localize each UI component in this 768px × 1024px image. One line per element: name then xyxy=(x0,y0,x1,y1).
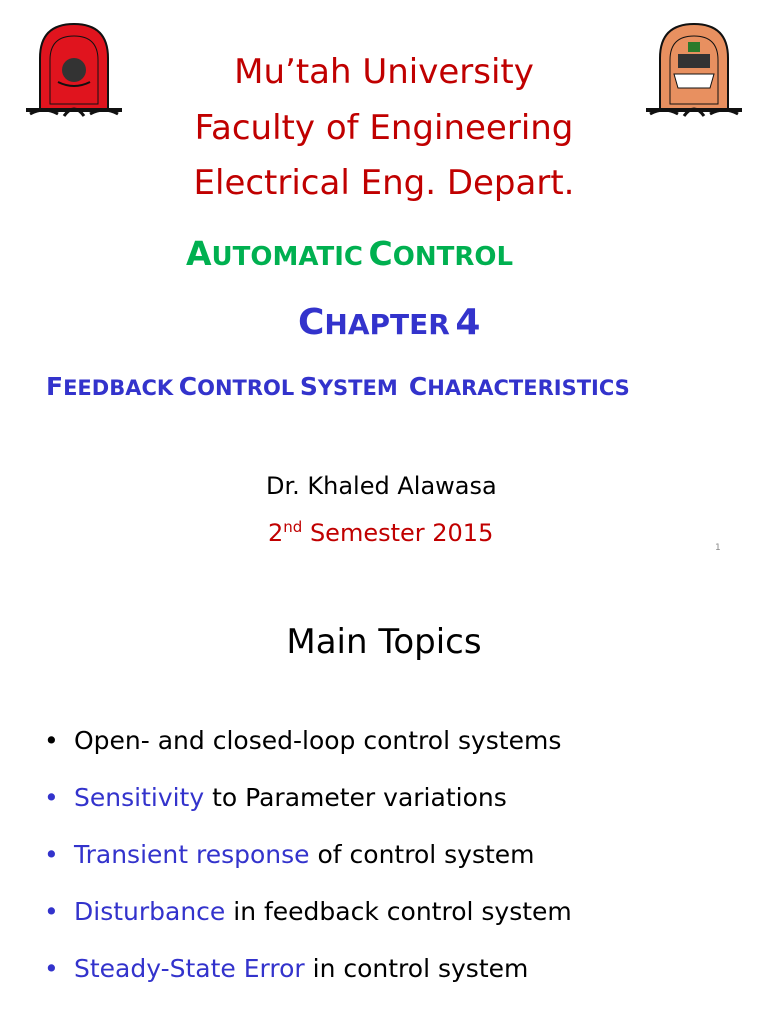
list-item: • Transient response of control system xyxy=(44,826,572,883)
university-name: Mu’tah University xyxy=(234,52,534,92)
topics-list xyxy=(44,712,572,997)
chapter-subtitle: FEEDBACK CONTROL SYSTEM CHARACTERISTICS xyxy=(46,372,630,401)
list-item: • Open- and closed-loop control systems xyxy=(44,712,572,769)
main-topics-title: Main Topics xyxy=(286,622,482,662)
department-name: Electrical Eng. Depart. xyxy=(193,163,575,203)
page-number: 1 xyxy=(715,543,721,553)
bullet-icon: • xyxy=(44,726,59,755)
course-title: AUTOMATIC CONTROL xyxy=(186,234,514,273)
list-item: • Sensitivity to Parameter variations xyxy=(44,769,572,826)
bullet-icon: • xyxy=(44,840,59,869)
list-item: • Steady-State Error in control system xyxy=(44,940,572,997)
list-item: • Disturbance in feedback control system xyxy=(44,883,572,940)
author-name: Dr. Khaled Alawasa xyxy=(266,472,497,500)
bullet-icon: • xyxy=(44,783,59,812)
chapter-title: CHAPTER 4 xyxy=(298,302,481,343)
bullet-icon: • xyxy=(44,954,59,983)
faculty-name: Faculty of Engineering xyxy=(194,108,574,148)
semester: 2nd Semester 2015 xyxy=(268,518,494,547)
bullet-icon: • xyxy=(44,897,59,926)
